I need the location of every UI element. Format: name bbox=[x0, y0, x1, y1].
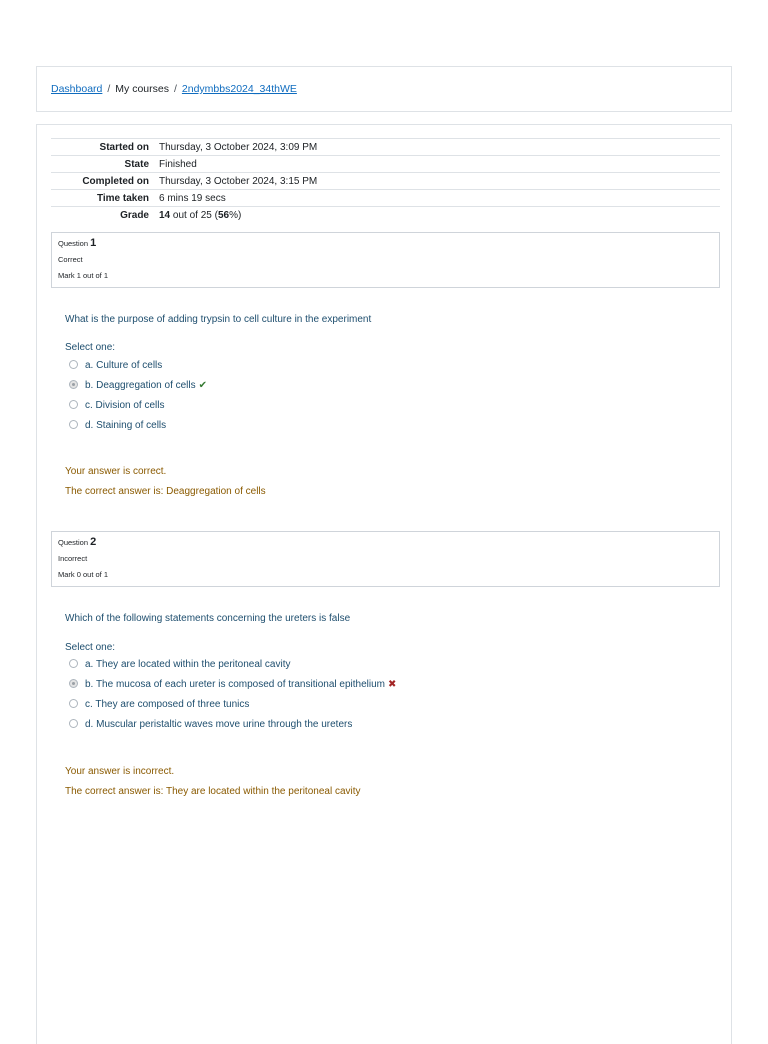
right-answer-text: The correct answer is: Deaggregation of cells bbox=[65, 486, 266, 497]
summary-row-grade bbox=[51, 207, 720, 224]
breadcrumb-dashboard-link[interactable]: Dashboard bbox=[51, 83, 103, 95]
grade-percent: 56 bbox=[217, 209, 230, 221]
answer-label: c. Division of cells bbox=[85, 400, 165, 411]
answer-label-wrap bbox=[85, 380, 207, 391]
question-mark: Mark 0 out of 1 bbox=[58, 570, 109, 579]
answer-label-wrap bbox=[85, 679, 396, 690]
question-number-value: 2 bbox=[90, 536, 97, 548]
question-number bbox=[58, 536, 96, 548]
question-prefix: Question bbox=[58, 239, 89, 248]
breadcrumb-course-link[interactable]: 2ndymbbs2024_34thWE bbox=[181, 83, 297, 95]
question-2-text: Which of the following statements concerning the ureters is false bbox=[65, 613, 351, 624]
radio-button[interactable] bbox=[69, 420, 78, 429]
breadcrumb-separator: / bbox=[107, 83, 111, 95]
right-answer-text: The correct answer is: They are located within the peritoneal cavity bbox=[65, 786, 361, 797]
summary-label: Started on bbox=[99, 141, 149, 153]
breadcrumb-my-courses: My courses bbox=[115, 83, 169, 95]
grade-score: 14 bbox=[159, 209, 171, 221]
summary-label: Time taken bbox=[96, 192, 149, 204]
question-prefix: Question bbox=[58, 538, 89, 547]
answer-label: d. Staining of cells bbox=[85, 420, 167, 431]
breadcrumb bbox=[51, 83, 297, 95]
summary-label: State bbox=[124, 158, 149, 170]
attempt-summary-table bbox=[51, 138, 720, 223]
summary-label: Grade bbox=[120, 209, 149, 221]
radio-button-selected[interactable] bbox=[69, 679, 78, 688]
cross-icon: ✖ bbox=[387, 679, 397, 690]
question-number-value: 1 bbox=[90, 237, 97, 249]
radio-button[interactable] bbox=[69, 719, 78, 728]
answer-label: d. Muscular peristaltic waves move urine through the ureters bbox=[85, 719, 353, 730]
summary-value: Thursday, 3 October 2024, 3:09 PM bbox=[159, 141, 318, 153]
radio-button[interactable] bbox=[69, 699, 78, 708]
answer-feedback: Your answer is incorrect. bbox=[65, 766, 175, 777]
breadcrumb-bar bbox=[36, 66, 732, 112]
answer-label: b. Deaggregation of cells bbox=[85, 380, 196, 391]
summary-row-state bbox=[51, 156, 720, 173]
summary-value: Finished bbox=[159, 158, 197, 170]
summary-value: Thursday, 3 October 2024, 3:15 PM bbox=[159, 175, 318, 187]
grade-out-of: out of 25 ( bbox=[170, 209, 218, 221]
answer-label: a. They are located within the peritoneal cavity bbox=[85, 659, 291, 670]
summary-label: Completed on bbox=[82, 175, 149, 187]
answer-label: a. Culture of cells bbox=[85, 360, 163, 371]
question-state: Incorrect bbox=[58, 554, 88, 563]
question-2-info bbox=[51, 531, 720, 587]
quiz-review-region bbox=[36, 124, 732, 1044]
select-one-prompt: Select one: bbox=[65, 342, 116, 353]
summary-value: 6 mins 19 secs bbox=[159, 192, 226, 204]
question-number bbox=[58, 237, 96, 249]
summary-row-started bbox=[51, 139, 720, 156]
answer-label: c. They are composed of three tunics bbox=[85, 699, 250, 710]
grade-value bbox=[159, 207, 720, 224]
summary-row-completed bbox=[51, 173, 720, 190]
grade-percent-suffix: %) bbox=[229, 209, 242, 221]
radio-button[interactable] bbox=[69, 360, 78, 369]
radio-button[interactable] bbox=[69, 659, 78, 668]
radio-button-selected[interactable] bbox=[69, 380, 78, 389]
summary-row-time-taken bbox=[51, 190, 720, 207]
question-1-info bbox=[51, 232, 720, 288]
breadcrumb-separator: / bbox=[173, 83, 177, 95]
select-one-prompt: Select one: bbox=[65, 642, 116, 653]
question-1-text: What is the purpose of adding trypsin to cell culture in the experiment bbox=[65, 314, 372, 325]
answer-label: b. The mucosa of each ureter is composed of transitional epithelium bbox=[85, 679, 385, 690]
question-mark: Mark 1 out of 1 bbox=[58, 271, 109, 280]
answer-feedback: Your answer is correct. bbox=[65, 466, 167, 477]
question-state: Correct bbox=[58, 255, 83, 264]
radio-button[interactable] bbox=[69, 400, 78, 409]
check-icon: ✔ bbox=[198, 380, 208, 391]
